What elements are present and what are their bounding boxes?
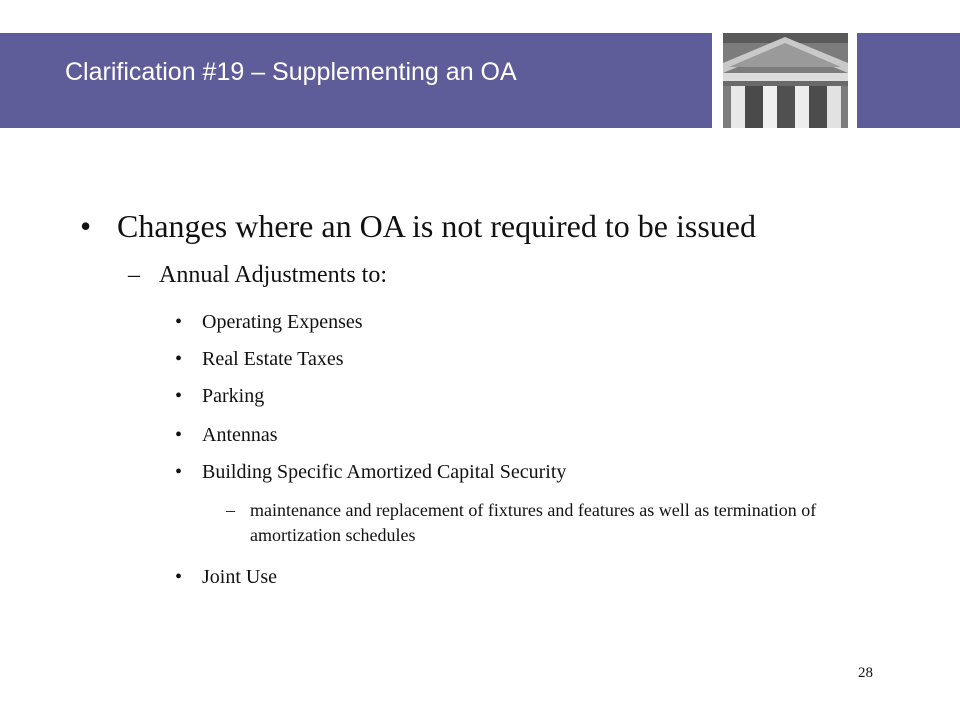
bullet-marker: • (175, 424, 183, 446)
bullet-marker: • (175, 461, 183, 483)
bullet-marker: • (175, 311, 183, 333)
bullet-marker: • (175, 348, 183, 370)
page-number: 28 (858, 665, 873, 681)
dash-marker: – (226, 500, 235, 520)
list-item-text: Parking (202, 385, 265, 407)
list-item-text: Antennas (202, 424, 278, 446)
list-item-text: Operating Expenses (202, 311, 363, 333)
dash-marker: – (128, 262, 140, 288)
list-sub-item-text: maintenance and replacement of fixtures and features as well as termination of amortization schedules (250, 500, 817, 545)
bullet-marker: • (175, 385, 183, 407)
list-item-text: Building Specific Amortized Capital Security (202, 461, 567, 483)
list-item-text: Joint Use (202, 566, 277, 588)
main-bullet-text: Changes where an OA is not required to be issued (117, 208, 756, 244)
building-photo (723, 33, 848, 128)
bullet-marker: • (80, 208, 92, 244)
slide-title: Clarification #19 – Supplementing an OA (65, 58, 517, 86)
sub-bullet-text: Annual Adjustments to: (159, 262, 387, 288)
bullet-marker: • (175, 566, 183, 588)
list-item-text: Real Estate Taxes (202, 348, 344, 370)
banner-right-block (857, 33, 960, 128)
